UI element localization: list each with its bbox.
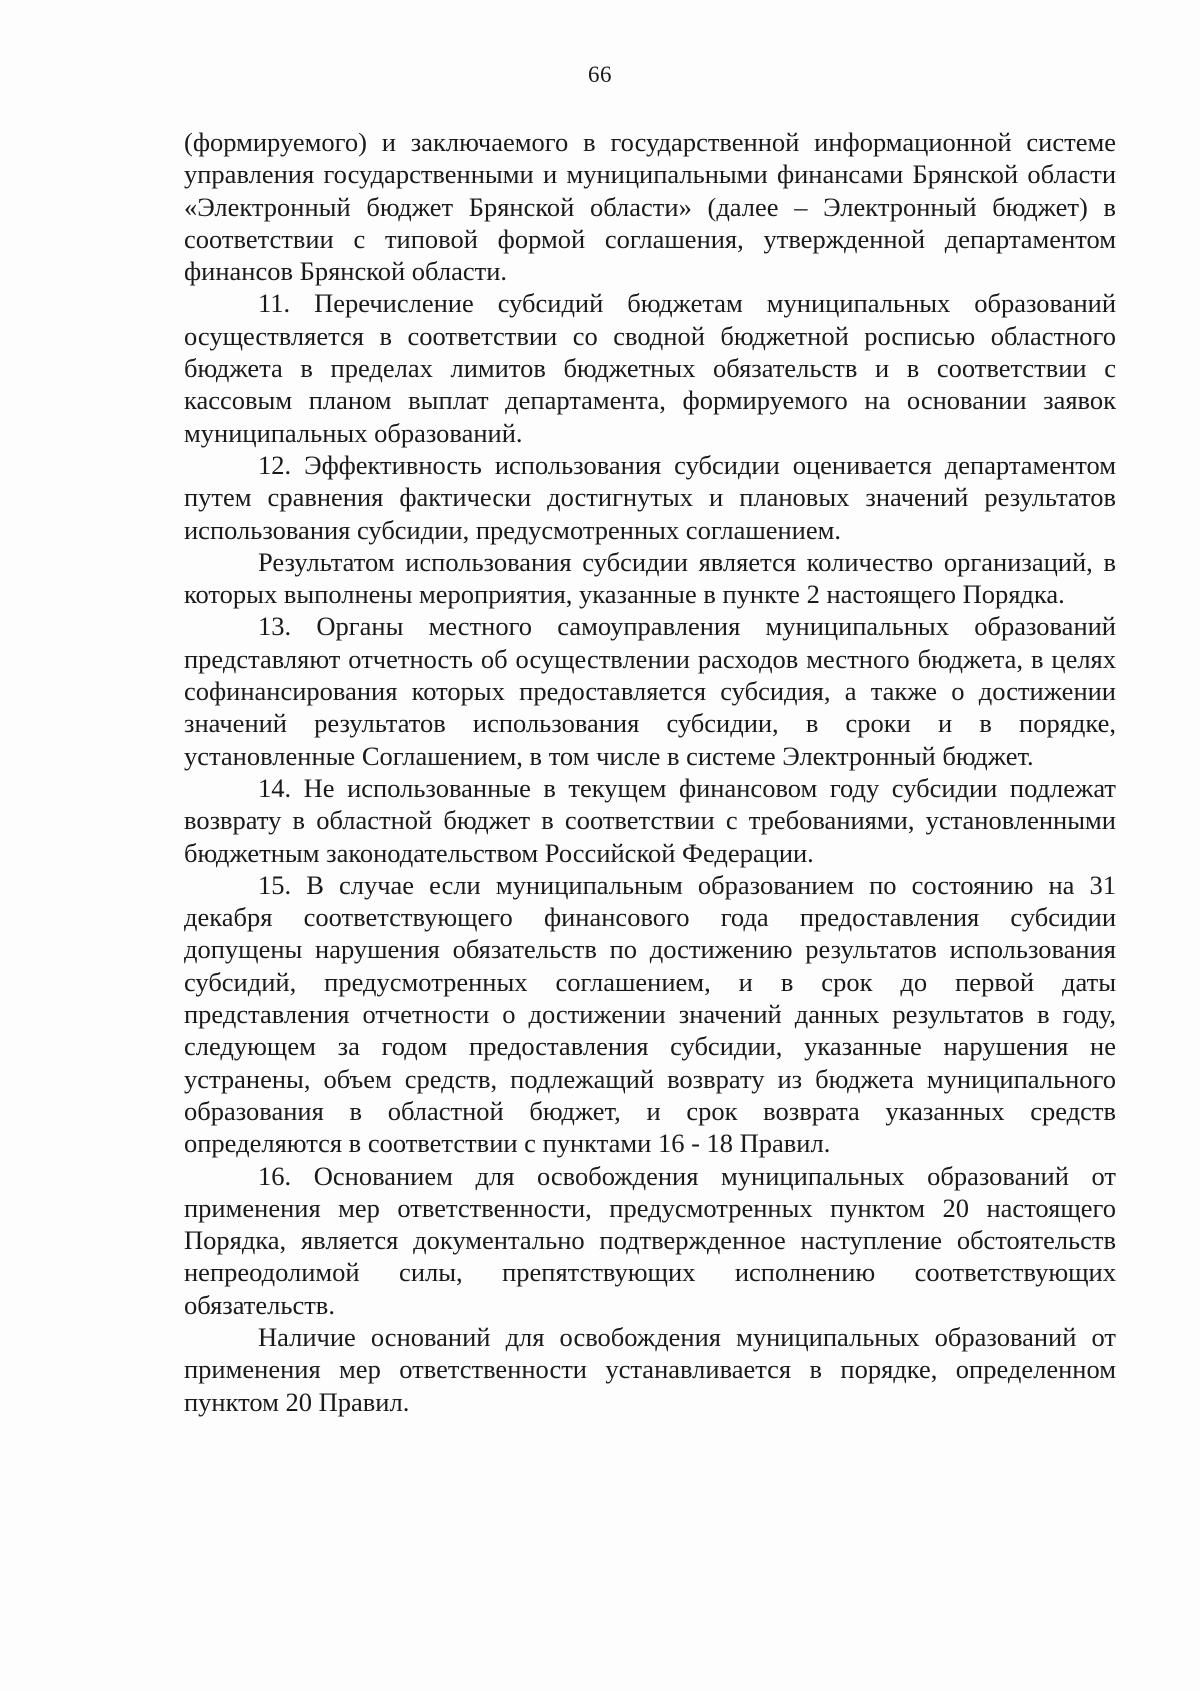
paragraph-item-15: 15. В случае если муниципальным образованием по состоянию на 31 декабря соответствующего финансового года предоставления субсидии допущены нарушения обязательств по достижению результатов использования субсидий, предусмотренных соглашением, и в срок до первой даты представления отчетности о достижении значений данных результатов в году, следующем за годом предоставления субсидии, указанные нарушения не устранены, объем средств, подлежащий возврату из бюджета муниципального образования в областной бюджет, и срок возврата указанных средств определяются в соответствии с пунктами 16 - 18 Правил. xyxy=(184,869,1116,1159)
paragraph-item-13: 13. Органы местного самоуправления муниципальных образований представляют отчетность об осуществлении расходов местного бюджета, в целях софинансирования которых предоставляется субсидия, а также о достижении значений результатов использования субсидии, в сроки и в порядке, установленные Соглашением, в том числе в системе Электронный бюджет. xyxy=(184,611,1116,771)
paragraph-item-11: 11. Перечисление субсидий бюджетам муниципальных образований осуществляется в соответствии со сводной бюджетной росписью областного бюджета в пределах лимитов бюджетных обязательств и в соответствии с кассовым планом выплат департамента, формируемого на основании заявок муниципальных образований. xyxy=(184,288,1116,448)
paragraph-item-12: 12. Эффективность использования субсидии оценивается департаментом путем сравнения фактически достигнутых и плановых значений результатов использования субсидии, предусмотренных соглашением. xyxy=(184,449,1116,545)
paragraph-item-16-grounds: Наличие оснований для освобождения муниципальных образований от применения мер ответственности устанавливается в порядке, определенном пунктом 20 Правил. xyxy=(184,1321,1116,1417)
paragraph-item-16: 16. Основанием для освобождения муниципальных образований от применения мер ответственности, предусмотренных пунктом 20 настоящего Порядка, является документально подтвержденное наступление обстоятельств непреодолимой силы, препятствующих исполнению соответствующих обязательств. xyxy=(184,1160,1116,1320)
paragraph-item-14: 14. Не использованные в текущем финансовом году субсидии подлежат возврату в областной бюджет в соответствии с требованиями, установленными бюджетным законодательством Российской Федерации. xyxy=(184,772,1116,868)
paragraph-continuation: (формируемого) и заключаемого в государственной информационной системе управления государственными и муниципальными финансами Брянской области «Электронный бюджет Брянской области» (далее – Электронный бюджет) в соответствии с типовой формой соглашения, утвержденной департаментом финансов Брянской области. xyxy=(184,127,1116,287)
paragraph-item-12-result: Результатом использования субсидии является количество организаций, в которых выполнены мероприятия, указанные в пункте 2 настоящего Порядка. xyxy=(184,546,1116,610)
page-number: 66 xyxy=(588,62,612,87)
document-body xyxy=(184,126,1116,1418)
